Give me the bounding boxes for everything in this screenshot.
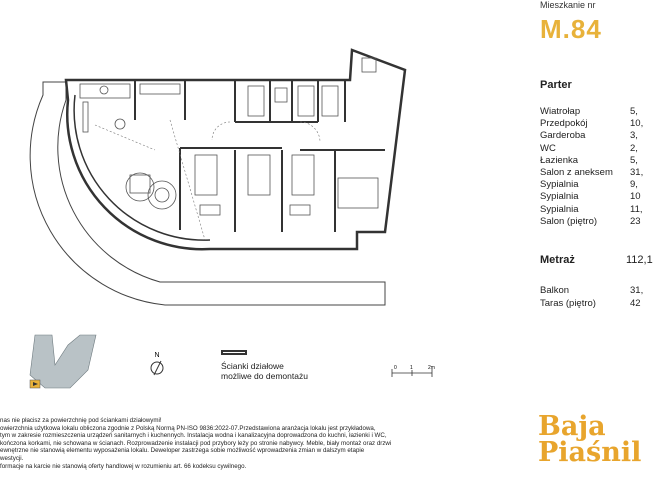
- door-swings: [95, 120, 320, 240]
- brand-logo: Baja Piaśnil: [538, 411, 642, 468]
- room-row: Przedpokój 10,: [540, 118, 644, 130]
- extra-row: Taras (piętro) 42: [540, 298, 641, 309]
- scale-one: 1: [410, 365, 413, 371]
- room-row: WC 2,: [540, 142, 638, 154]
- room-row: Sypialnia 9,: [540, 179, 638, 191]
- scale-zero: 0: [394, 365, 397, 371]
- room-row: Sypialnia 11,: [540, 203, 643, 215]
- legend-swatch: [221, 350, 247, 355]
- room-list: [540, 106, 644, 228]
- legend-text: Ścianki działowe możliwe do demontażu: [221, 361, 308, 381]
- total-value: 112,1: [626, 254, 653, 266]
- living-curve: [74, 95, 210, 240]
- key-plan-thumbnail: [25, 330, 100, 390]
- apartment-number: M.84: [540, 14, 602, 44]
- disclaimer-notes: nas nie płacisz za powierzchnię pod ściankami działowymi! owierzchnia użytkowa lokalu obliczona zgodnie z Polską Normą PN-ISO 9836:2022-07.Przedstawiona aranżacja lokalu jest przykładowa, tym w zakresie rozmieszczenia urządzeń sanitarnych i kuchennych. Instalacja wodna i kanalizacyjna doprowadzona do kuchni, łazienki i WC, kończona korkami, nie schowana w ścianach. Rozprowadzenie instalacji pod przybory leży po stronie nabywcy. Meble, biały montaż oraz drzwi ewnętrzne nie stanowią elementu wyposażenia lokalu. Deweloper zastrzega sobie możliwość wprowadzenia zmian w dalszym etapie westycji. formacje na karcie nie stanowią oferty handlowej w rozumieniu art. 66 kodeksu cywilnego.: [0, 417, 392, 470]
- compass-letter: N: [154, 352, 160, 359]
- apartment-label: Mieszkanie nr: [540, 0, 596, 10]
- room-row: Łazienka 5,: [540, 154, 638, 166]
- total-area: [540, 254, 653, 266]
- room-row: Salon z aneksem 31,: [540, 166, 644, 178]
- room-row: Wiatrołap 5,: [540, 106, 638, 117]
- floor-title: Parter: [540, 79, 572, 91]
- scale-max: 2m: [428, 365, 435, 371]
- extras-list: [540, 284, 644, 310]
- room-row: Salon (piętro) 23: [540, 215, 641, 227]
- total-label: Metraż: [540, 254, 575, 266]
- furniture: [80, 58, 378, 215]
- extra-row: Balkon 31,: [540, 285, 644, 296]
- interior-walls: [135, 80, 385, 232]
- room-row: Garderoba 3,: [540, 130, 638, 142]
- room-row: Sypialnia 10: [540, 191, 641, 203]
